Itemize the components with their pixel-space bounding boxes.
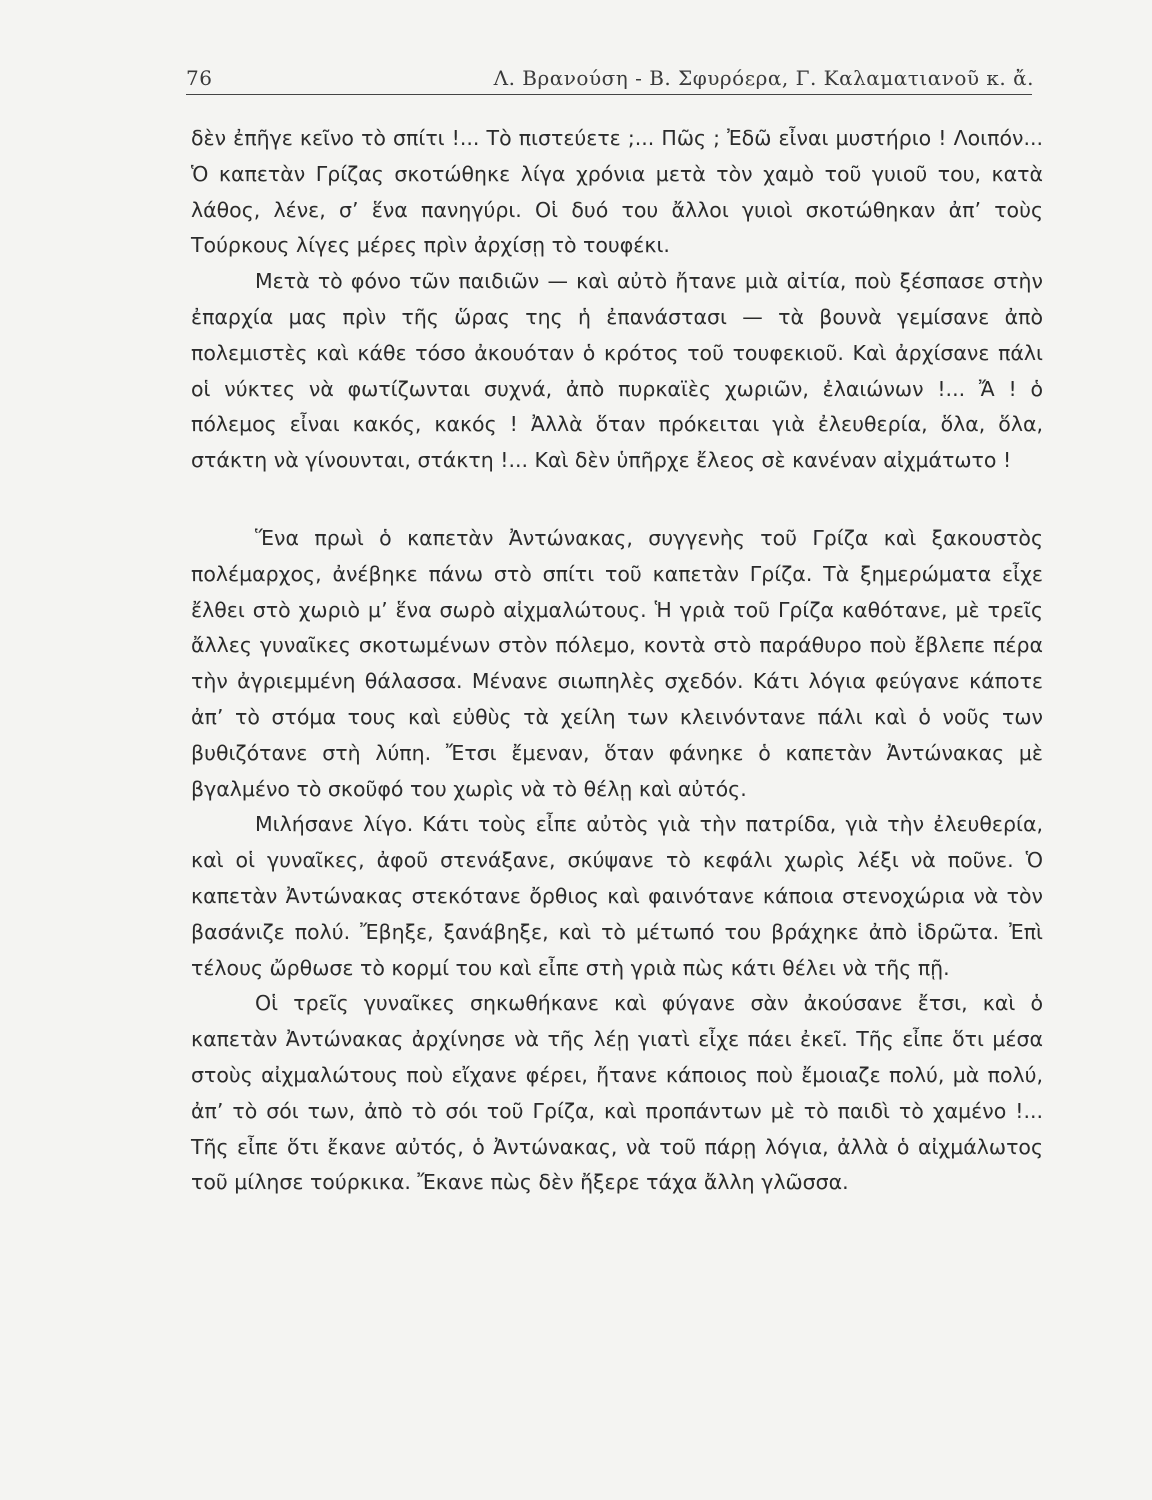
running-head: Λ. Βρανούση - Β. Σφυρόερα, Γ. Καλαματιανοῦ κ. ἄ. (493, 66, 1034, 90)
body-text (191, 121, 1043, 1201)
header-rule (186, 94, 1032, 95)
paragraph-4: Μιλήσανε λίγο. Κάτι τοὺς εἶπε αὐτὸς γιὰ τὴν πατρίδα, γιὰ τὴν ἐλευθερία, καὶ οἱ γυναῖκες, ἀφοῦ στενάξανε, σκύψανε τὸ κεφάλι χωρὶς λέξι νὰ ποῦνε. Ὁ καπετὰν Ἀντώνακας στεκότανε ὄρθιος καὶ φαινότανε κάποια στενοχώρια νὰ τὸν βασάνιζε πολύ. Ἔβηξε, ξανάβηξε, καὶ τὸ μέτωπό του βράχηκε ἀπὸ ἱδρῶτα. Ἐπὶ τέλους ὤρθωσε τὸ κορμί του καὶ εἶπε στὴ γριὰ πὼς κάτι θέλει νὰ τῆς πῇ. (191, 812, 1043, 980)
paragraph-2: Μετὰ τὸ φόνο τῶν παιδιῶν — καὶ αὐτὸ ἤτανε μιὰ αἰτία, ποὺ ξέσπασε στὴν ἐπαρχία μας πρὶν τῆς ὥρας της ἡ ἐπανάστασι — τὰ βουνὰ γεμίσανε ἀπὸ πολεμιστὲς καὶ κάθε τόσο ἀκουόταν ὁ κρότος τοῦ τουφεκιοῦ. Καὶ ἀρχίσανε πάλι οἱ νύκτες νὰ φωτίζωνται συχνά, ἀπὸ πυρκαϊὲς χωριῶν, ἐλαιώνων !... Ἄ ! ὁ πόλεμος εἶναι κακός, κακός ! Ἀλλὰ ὅταν πρόκειται γιὰ ἐλευθερία, ὅλα, ὅλα, στάκτη νὰ γίνουνται, στάκτη !... Καὶ δὲν ὑπῆρχε ἔλεος σὲ κανέναν αἰχμάτωτο ! (191, 269, 1043, 473)
paragraph-1: δὲν ἐπῆγε κεῖνο τὸ σπίτι !... Τὸ πιστεύετε ;... Πῶς ; Ἐδῶ εἶναι μυστήριο ! Λοιπόν... Ὁ καπετὰν Γρίζας σκοτώθηκε λίγα χρόνια μετὰ τὸν χαμὸ τοῦ γυιοῦ του, κατὰ λάθος, λένε, σ’ ἕνα πανηγύρι. Οἱ δυό του ἄλλοι γυιοὶ σκοτώθηκαν ἀπ’ τοὺς Τούρκους λίγες μέρες πρὶν ἀρχίσῃ τὸ τουφέκι. (191, 126, 1043, 258)
page-number: 76 (186, 66, 213, 90)
paragraph-3: Ἕνα πρωὶ ὁ καπετὰν Ἀντώνακας, συγγενὴς τοῦ Γρίζα καὶ ξακουστὸς πολέμαρχος, ἀνέβηκε πάνω στὸ σπίτι τοῦ καπετὰν Γρίζα. Τὰ ξημερώματα εἶχε ἔλθει στὸ χωριὸ μ’ ἕνα σωρὸ αἰχμαλώτους. Ἡ γριὰ τοῦ Γρίζα καθότανε, μὲ τρεῖς ἄλλες γυναῖκες σκοτωμένων στὸν πόλεμο, κοντὰ στὸ παράθυρο ποὺ ἔβλεπε πέρα τὴν ἀγριεμμένη θάλασσα. Μένανε σιωπηλὲς σχεδόν. Κάτι λόγια φεύγανε κάποτε ἀπ’ τὸ στόμα τους καὶ εὐθὺς τὰ χείλη των κλεινόντανε πάλι καὶ ὁ νοῦς των βυθιζότανε στὴ λύπη. Ἔτσι ἔμεναν, ὅταν φάνηκε ὁ καπετὰν Ἀντώνακας μὲ βγαλμένο τὸ σκοῦφό του χωρὶς νὰ τὸ θέλῃ καὶ αὐτός. (191, 525, 1043, 801)
paragraph-5: Οἱ τρεῖς γυναῖκες σηκωθήκανε καὶ φύγανε σὰν ἀκούσανε ἔτσι, καὶ ὁ καπετὰν Ἀντώνακας ἀρχίνησε νὰ τῆς λέῃ γιατὶ εἶχε πάει ἐκεῖ. Τῆς εἶπε ὅτι μέσα στοὺς αἰχμαλώτους ποὺ εἴχανε φέρει, ἤτανε κάποιος ποὺ ἔμοιαζε πολύ, μὰ πολύ, ἀπ’ τὸ σόι των, ἀπὸ τὸ σόι τοῦ Γρίζα, καὶ προπάντων μὲ τὸ παιδὶ τὸ χαμένο !... Τῆς εἶπε ὅτι ἔκανε αὐτός, ὁ Ἀντώνακας, νὰ τοῦ πάρῃ λόγια, ἀλλὰ ὁ αἰχμάλωτος τοῦ μίλησε τούρκικα. Ἔκανε πὼς δὲν ἤξερε τάχα ἄλλη γλῶσσα. (191, 991, 1043, 1195)
page-header (186, 66, 1034, 96)
